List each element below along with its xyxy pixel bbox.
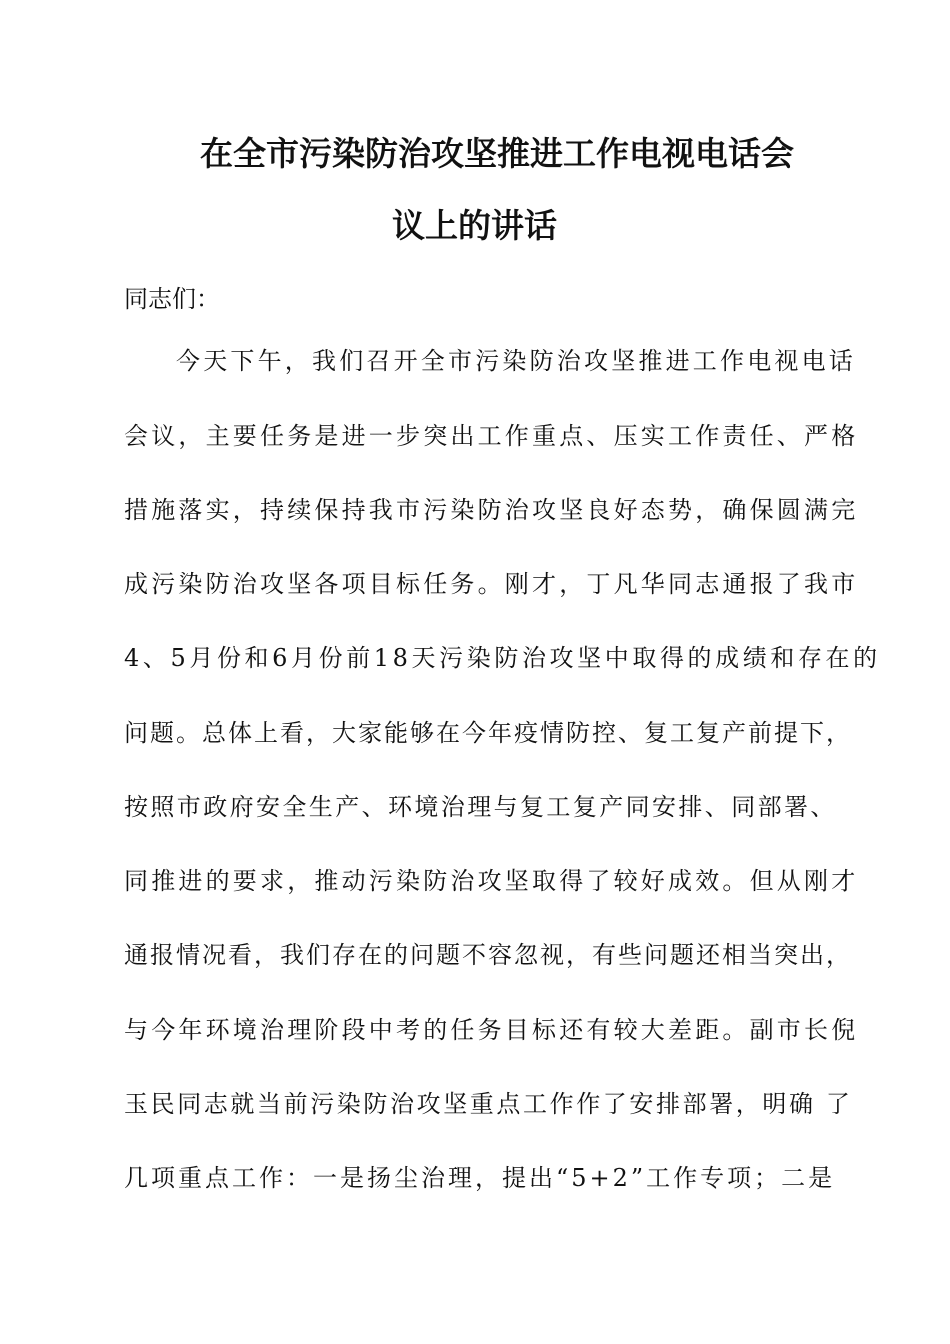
body-line-5: 4、5月份和6月份前18天污染防治攻坚中取得的成绩和存在的 [124, 644, 881, 672]
body-line-9: 通报情况看，我们存在的问题不容忽视，有些问题还相当突出， [124, 941, 852, 969]
body-line-2: 会议，主要任务是进一步突出工作重点、压实工作责任、严格 [124, 422, 859, 450]
body-line-8: 同推进的要求，推动污染防治攻坚取得了较好成效。但从刚才 [124, 867, 859, 895]
document-title-line-1: 在全市污染防治攻坚推进工作电视电话会 [200, 134, 794, 173]
body-line-3: 措施落实，持续保持我市污染防治攻坚良好态势，确保圆满完 [124, 496, 859, 524]
body-line-12: 几项重点工作：一是扬尘治理，提出“5+2”工作专项；二是 [124, 1164, 836, 1192]
body-line-6: 问题。总体上看，大家能够在今年疫情防控、复工复产前提下， [124, 719, 852, 747]
salutation: 同志们： [124, 285, 220, 313]
body-line-10: 与今年环境治理阶段中考的任务目标还有较大差距。副市长倪 [124, 1016, 859, 1044]
body-line-11: 玉民同志就当前污染防治攻坚重点工作作了安排部署，明确 了 [124, 1090, 853, 1118]
body-line-1: 今天下午，我们召开全市污染防治攻坚推进工作电视电话 [176, 347, 856, 375]
body-line-4: 成污染防治攻坚各项目标任务。刚才，丁凡华同志通报了我市 [124, 570, 859, 598]
body-line-7: 按照市政府安全生产、环境治理与复工复产同安排、同部署、 [124, 793, 837, 821]
document-title-line-2: 议上的讲话 [392, 206, 557, 245]
